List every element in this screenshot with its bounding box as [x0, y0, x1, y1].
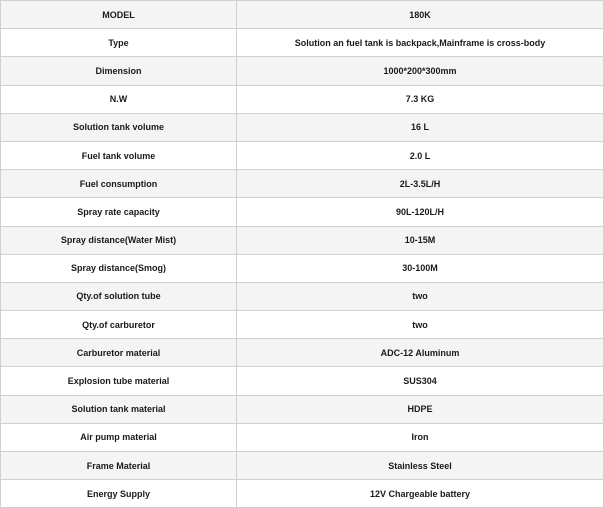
- row-value: two: [237, 282, 604, 310]
- row-value: 12V Chargeable battery: [237, 480, 604, 508]
- row-value: 7.3 KG: [237, 85, 604, 113]
- row-value: SUS304: [237, 367, 604, 395]
- row-label: Explosion tube material: [1, 367, 237, 395]
- row-label: Fuel tank volume: [1, 141, 237, 169]
- table-row-air-pump-material: [1, 423, 604, 451]
- table-row-qty-solution-tube: [1, 282, 604, 310]
- table-row-dimension: [1, 57, 604, 85]
- row-value: Iron: [237, 423, 604, 451]
- table-row-carburetor-material: [1, 339, 604, 367]
- table-row-energy-supply: [1, 480, 604, 508]
- row-label: Spray distance(Water Mist): [1, 226, 237, 254]
- table-row-frame-material: [1, 452, 604, 480]
- row-value: 2L-3.5L/H: [237, 170, 604, 198]
- table-row-qty-carburetor: [1, 311, 604, 339]
- table-row-type: [1, 29, 604, 57]
- table-row-spray-distance-smog: [1, 254, 604, 282]
- row-value: ADC-12 Aluminum: [237, 339, 604, 367]
- table-row-fuel-tank-volume: [1, 141, 604, 169]
- row-label: MODEL: [1, 1, 237, 29]
- row-label: Fuel consumption: [1, 170, 237, 198]
- row-value: 1000*200*300mm: [237, 57, 604, 85]
- row-value: 30-100M: [237, 254, 604, 282]
- row-value: 90L-120L/H: [237, 198, 604, 226]
- row-label: Type: [1, 29, 237, 57]
- row-value: 16 L: [237, 113, 604, 141]
- row-label: Energy Supply: [1, 480, 237, 508]
- row-label: Frame Material: [1, 452, 237, 480]
- table-row-spray-distance-water-mist: [1, 226, 604, 254]
- row-label: N.W: [1, 85, 237, 113]
- row-value: two: [237, 311, 604, 339]
- table-row-solution-tank-volume: [1, 113, 604, 141]
- row-value: 2.0 L: [237, 141, 604, 169]
- table-row-explosion-tube-material: [1, 367, 604, 395]
- table-row-solution-tank-material: [1, 395, 604, 423]
- row-label: Qty.of solution tube: [1, 282, 237, 310]
- row-label: Solution tank volume: [1, 113, 237, 141]
- row-label: Qty.of carburetor: [1, 311, 237, 339]
- row-label: Carburetor material: [1, 339, 237, 367]
- table-row-net-weight: [1, 85, 604, 113]
- row-label: Air pump material: [1, 423, 237, 451]
- row-label: Solution tank material: [1, 395, 237, 423]
- row-value: 10-15M: [237, 226, 604, 254]
- table-row-fuel-consumption: [1, 170, 604, 198]
- row-value: HDPE: [237, 395, 604, 423]
- row-label: Spray rate capacity: [1, 198, 237, 226]
- row-value: Solution an fuel tank is backpack,Mainframe is cross-body: [237, 29, 604, 57]
- row-label: Dimension: [1, 57, 237, 85]
- table-row-spray-rate-capacity: [1, 198, 604, 226]
- row-value: Stainless Steel: [237, 452, 604, 480]
- table-row-model: [1, 1, 604, 29]
- row-value: 180K: [237, 1, 604, 29]
- row-label: Spray distance(Smog): [1, 254, 237, 282]
